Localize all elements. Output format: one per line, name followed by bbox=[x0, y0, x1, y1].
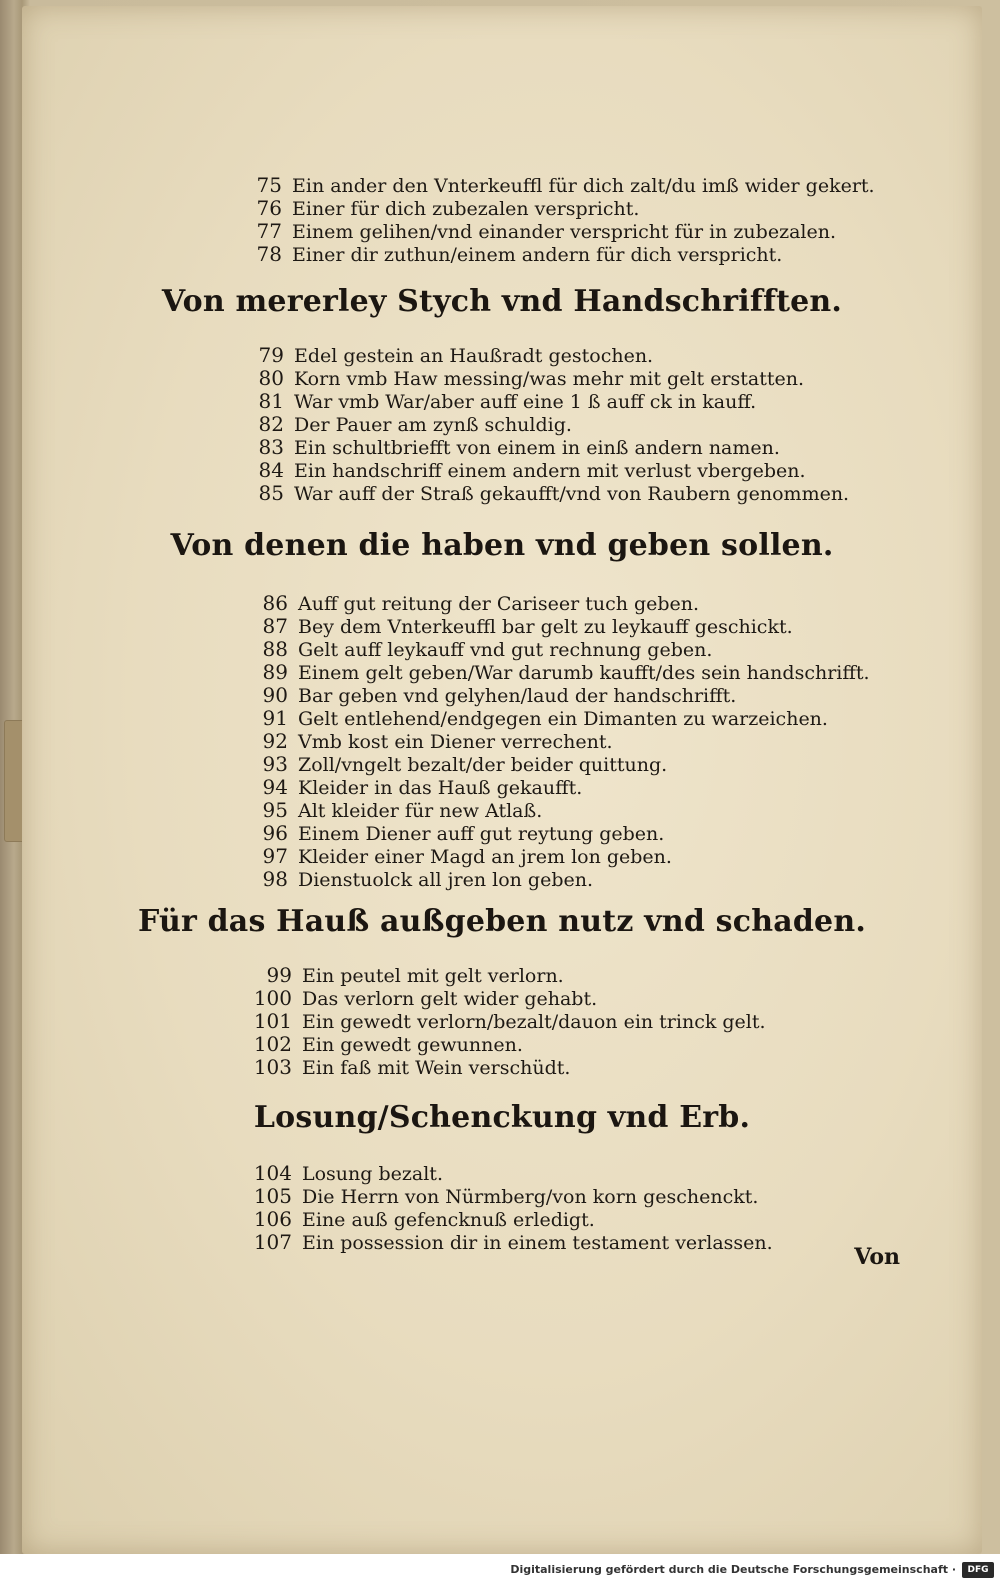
list-item: 101 Ein gewedt verlorn/bezalt/dauon ein trinck gelt. bbox=[253, 1009, 766, 1033]
section-heading: Für das Hauß außgeben nutz vnd schaden. bbox=[138, 904, 866, 939]
list-item: 103 Ein faß mit Wein verschüdt. bbox=[253, 1055, 571, 1079]
entry-list-2 bbox=[236, 344, 1000, 505]
list-item: 100 Das verlorn gelt wider gehabt. bbox=[253, 986, 598, 1010]
list-item: 77 Einem gelihen/vnd einander verspricht für in zubezalen. bbox=[256, 219, 837, 243]
footer-bar bbox=[0, 1554, 1000, 1587]
dfg-logo: DFG bbox=[962, 1562, 994, 1578]
list-item: 75 Ein ander den Vnterkeuffl für dich zalt/du imß wider gekert. bbox=[256, 173, 875, 197]
list-item: 81 War vmb War/aber auff eine 1 ß auff ck in kauff. bbox=[258, 389, 757, 413]
list-item: 90 Bar geben vnd gelyhen/laud der handschrifft. bbox=[262, 683, 737, 707]
entry-list-4 bbox=[244, 964, 1000, 1079]
list-item: 78 Einer dir zuthun/einem andern für dich verspricht. bbox=[256, 242, 783, 266]
list-item: 92 Vmb kost ein Diener verrechent. bbox=[262, 729, 613, 753]
list-item: 107 Ein possession dir in einem testament verlassen. bbox=[253, 1230, 773, 1254]
list-item: 91 Gelt entlehend/endgegen ein Dimanten zu warzeichen. bbox=[262, 706, 828, 730]
list-item: 104 Losung bezalt. bbox=[253, 1161, 443, 1185]
list-item: 83 Ein schultbriefft von einem in einß andern namen. bbox=[258, 435, 780, 459]
section-heading: Von denen die haben vnd geben sollen. bbox=[170, 528, 834, 563]
list-item: 98 Dienstuolck all jren lon geben. bbox=[262, 867, 594, 891]
entry-list-3 bbox=[240, 592, 1000, 891]
list-item: 95 Alt kleider für new Atlaß. bbox=[262, 798, 543, 822]
list-item: 96 Einem Diener auff gut reytung geben. bbox=[262, 821, 665, 845]
list-item: 76 Einer für dich zubezalen verspricht. bbox=[256, 196, 640, 220]
page-content bbox=[22, 6, 982, 1554]
list-item: 79 Edel gestein an Haußradt gestochen. bbox=[258, 343, 654, 367]
catchword: Von bbox=[854, 1244, 900, 1270]
list-item: 84 Ein handschriff einem andern mit verlust vbergeben. bbox=[258, 458, 806, 482]
book-page bbox=[22, 6, 982, 1554]
list-item: 89 Einem gelt geben/War darumb kaufft/des sein handschrifft. bbox=[262, 660, 870, 684]
section-heading: Losung/Schenckung vnd Erb. bbox=[253, 1100, 751, 1135]
list-item: 88 Gelt auff leykauff vnd gut rechnung geben. bbox=[262, 637, 713, 661]
list-item: 102 Ein gewedt gewunnen. bbox=[253, 1032, 523, 1056]
list-item: 87 Bey dem Vnterkeuffl bar gelt zu leykauff geschickt. bbox=[262, 614, 793, 638]
entry-list-1 bbox=[234, 174, 1000, 266]
list-item: 82 Der Pauer am zynß schuldig. bbox=[258, 412, 572, 436]
entry-list-5 bbox=[244, 1162, 1000, 1254]
list-item: 99 Ein peutel mit gelt verlorn. bbox=[266, 963, 564, 987]
list-item: 97 Kleider einer Magd an jrem lon geben. bbox=[262, 844, 672, 868]
list-item: 105 Die Herrn von Nürmberg/von korn geschenckt. bbox=[253, 1184, 759, 1208]
list-item: 80 Korn vmb Haw messing/was mehr mit gelt erstatten. bbox=[258, 366, 805, 390]
section-heading: Von mererley Stych vnd Handschrifften. bbox=[161, 284, 843, 319]
list-item: 106 Eine auß gefencknuß erledigt. bbox=[253, 1207, 595, 1231]
list-item: 94 Kleider in das Hauß gekaufft. bbox=[262, 775, 583, 799]
list-item: 93 Zoll/vngelt bezalt/der beider quittung. bbox=[262, 752, 668, 776]
list-item: 85 War auff der Straß gekaufft/vnd von Raubern genommen. bbox=[258, 481, 850, 505]
funding-notice: Digitalisierung gefördert durch die Deutsche Forschungsgemeinschaft · bbox=[510, 1563, 956, 1576]
list-item: 86 Auff gut reitung der Cariseer tuch geben. bbox=[262, 591, 700, 615]
